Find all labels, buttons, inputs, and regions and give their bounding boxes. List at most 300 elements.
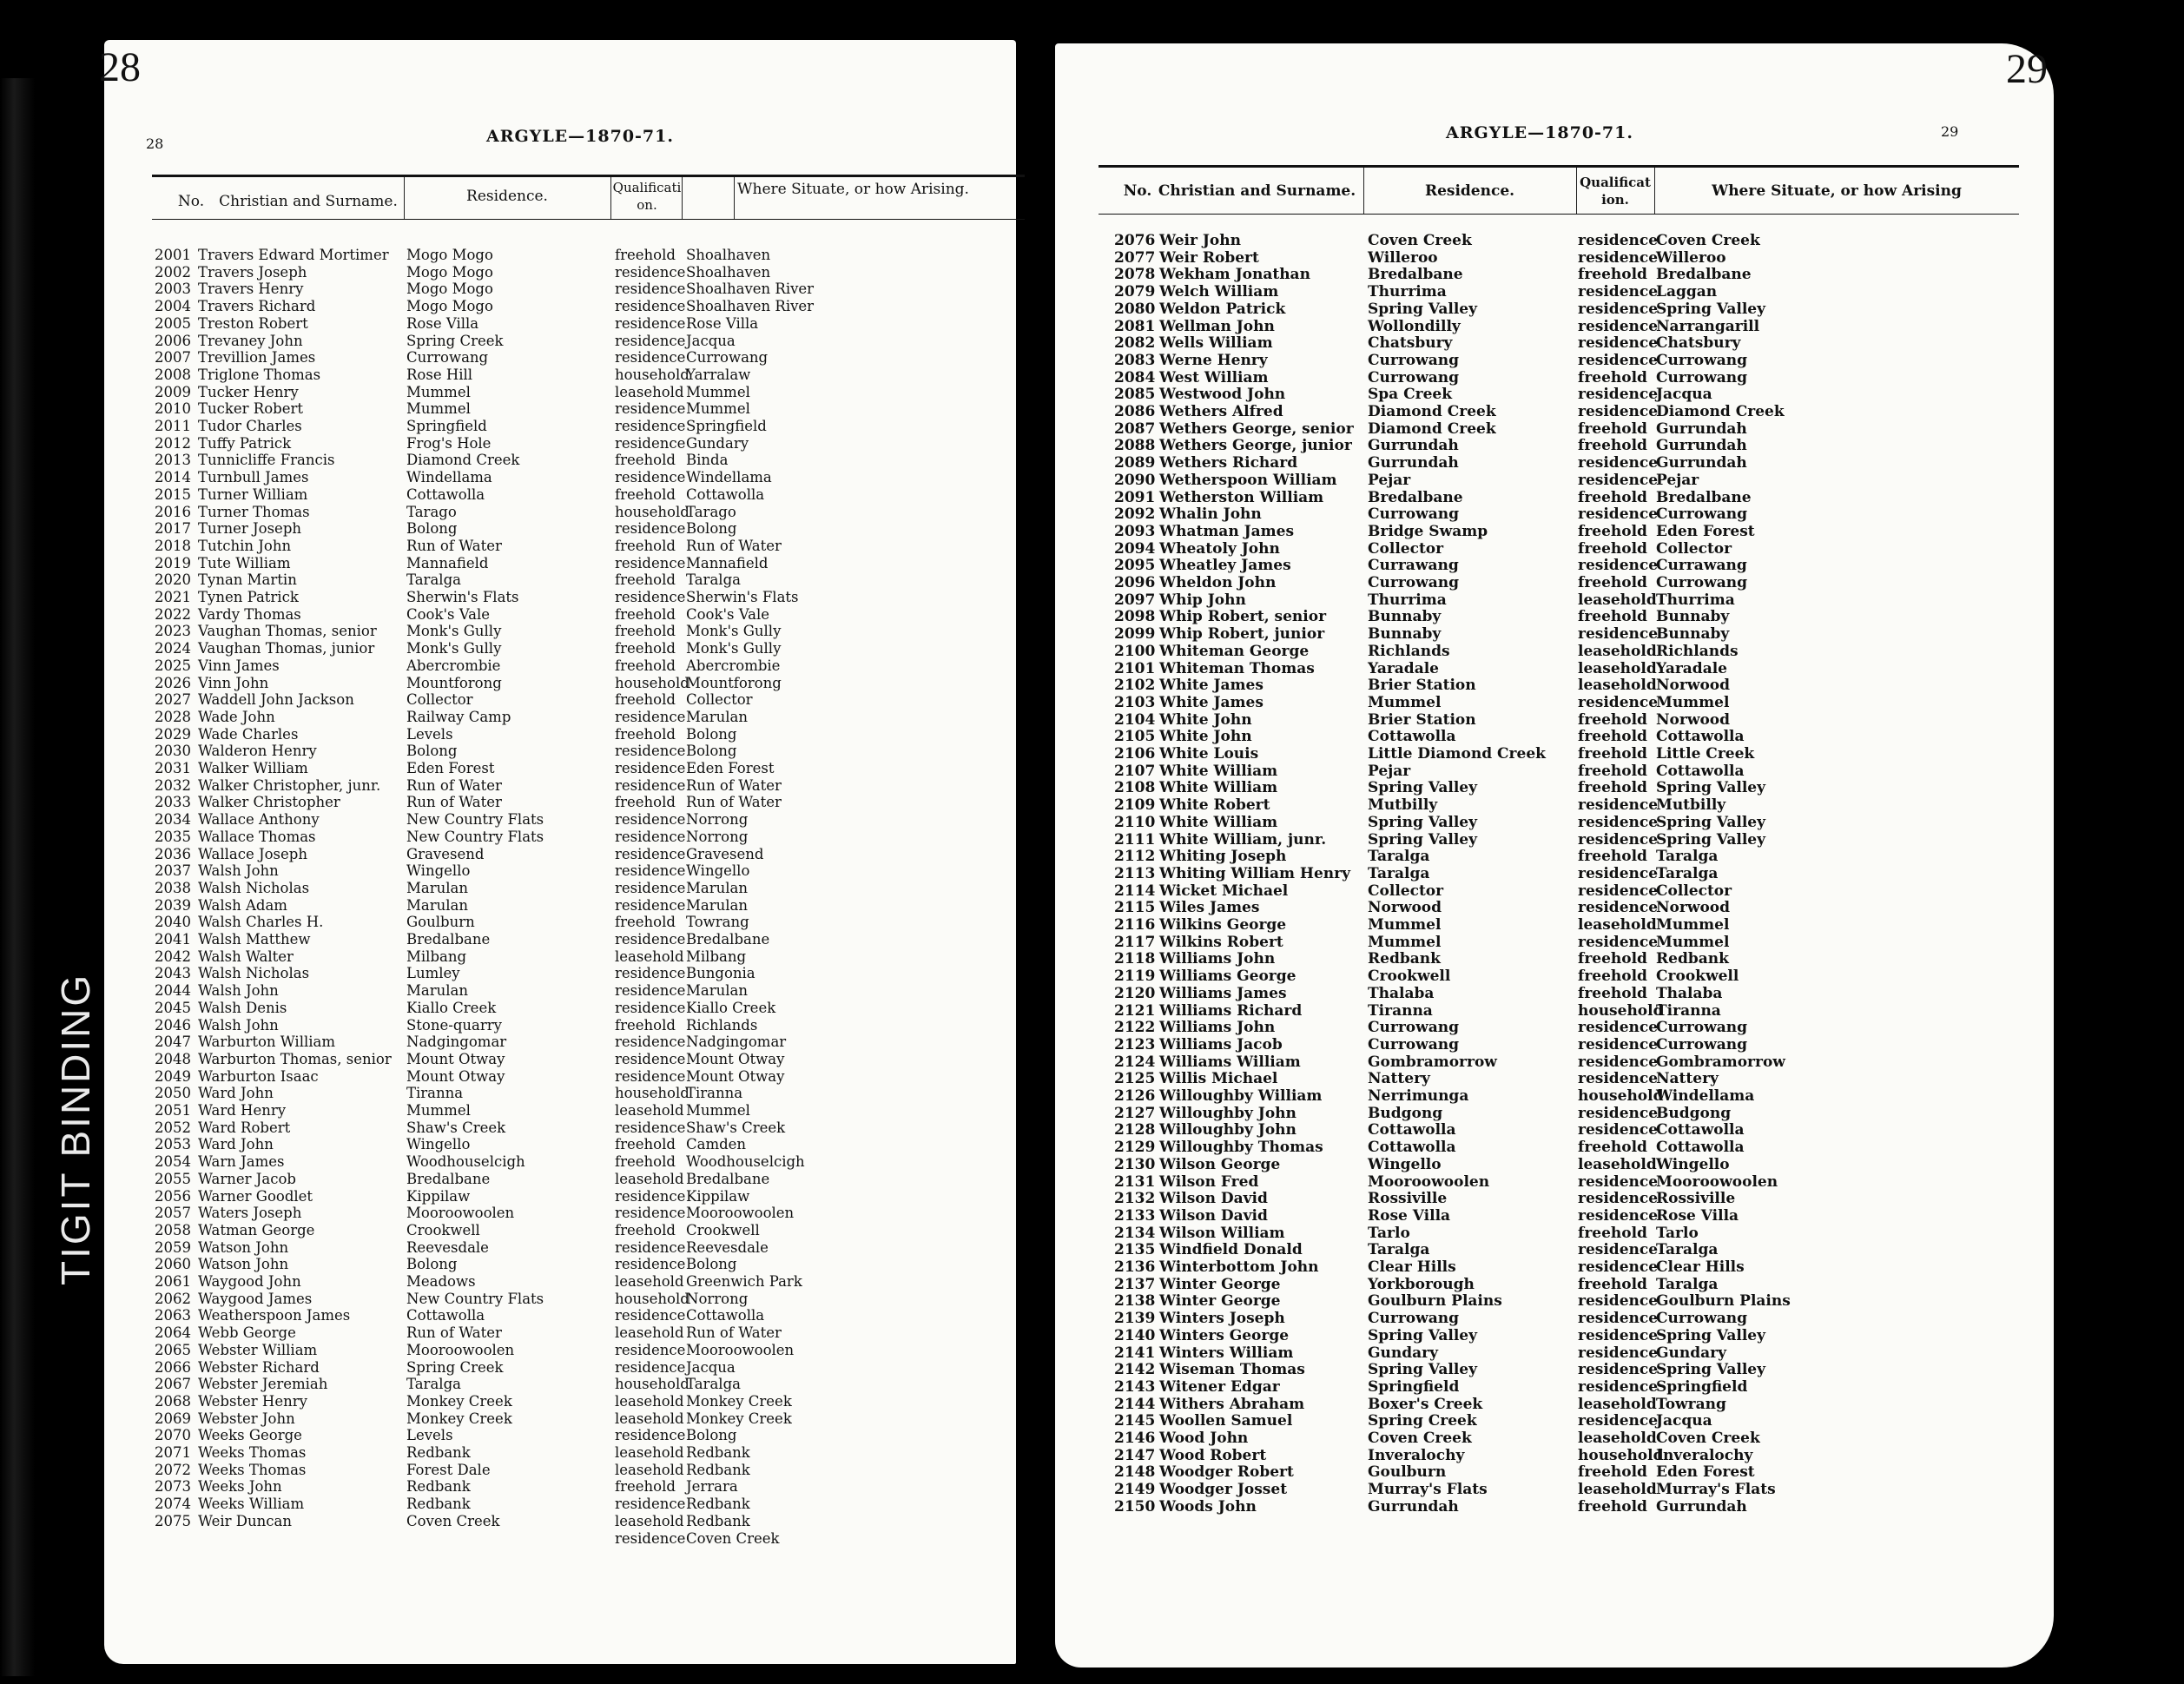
entry-qualification: leasehold	[615, 1410, 684, 1427]
entry-where: Goulburn Plains	[1656, 1292, 1791, 1311]
entry-residence: Murray's Flats	[1368, 1481, 1488, 1499]
entry-name: Williams Jacob	[1159, 1035, 1283, 1053]
entry-row	[104, 794, 1059, 811]
entry-qualification: freehold	[1578, 574, 1647, 591]
right-small-page-number: 29	[1941, 123, 1959, 140]
entry-number: 2064	[155, 1324, 191, 1342]
entry-name: Weeks George	[198, 1427, 302, 1444]
entry-row	[104, 571, 1059, 589]
entry-number: 2012	[155, 434, 191, 452]
entry-where: Jacqua	[686, 332, 736, 349]
entry-qualification: residence	[615, 589, 686, 605]
entry-row	[1055, 1397, 2010, 1414]
entry-residence: Eden Forest	[406, 760, 495, 776]
entry-where: Mummel	[686, 383, 750, 400]
entry-name: White John	[1159, 710, 1252, 729]
entry-row	[104, 914, 1059, 931]
entry-number: 2128	[1114, 1121, 1156, 1139]
entry-where: Cook's Vale	[686, 605, 770, 623]
entry-number: 2062	[155, 1290, 191, 1307]
entry-qualification: residence	[615, 469, 686, 486]
right-page-header: ARGYLE—1870-71.	[1446, 123, 1633, 142]
entry-row	[104, 1119, 1059, 1137]
entry-residence: Taralga	[406, 571, 461, 589]
entry-qualification: leasehold	[1578, 677, 1657, 695]
entry-number: 2005	[155, 314, 191, 332]
entry-residence: Taralga	[1368, 864, 1430, 882]
entry-where: Chatsbury	[1656, 334, 1741, 353]
entry-residence: Spring Valley	[1368, 300, 1477, 318]
entry-where: Taralga	[686, 571, 741, 589]
entry-qualification: residence	[1578, 1190, 1659, 1208]
entry-row	[1055, 1122, 2010, 1139]
entry-where: Currowang	[1656, 574, 1748, 591]
entry-qualification: residence	[1578, 317, 1659, 335]
entry-row	[1055, 284, 2010, 301]
entry-residence: Gravesend	[406, 845, 485, 862]
entry-residence: Mutbilly	[1368, 796, 1438, 815]
entry-qualification: leasehold	[615, 1461, 684, 1478]
entry-number: 2068	[155, 1392, 191, 1410]
entry-qualification: freehold	[1578, 728, 1647, 746]
entry-where: Mummel	[686, 1102, 750, 1119]
entry-residence: Spring Valley	[1368, 1326, 1477, 1344]
entry-row	[1055, 1054, 2010, 1072]
entry-qualification: freehold	[1578, 984, 1647, 1002]
entry-number: 2071	[155, 1444, 191, 1461]
entry-row	[1055, 1003, 2010, 1020]
entry-name: Turnbull James	[198, 469, 309, 486]
entry-row	[104, 1239, 1059, 1257]
entry-name: White William	[1159, 779, 1278, 797]
entry-where: Cottawolla	[1656, 762, 1745, 780]
entry-residence: Lumley	[406, 965, 460, 982]
entry-qualification: residence	[1578, 882, 1659, 900]
entry-row	[1055, 558, 2010, 575]
entry-residence: Gombramorrow	[1368, 1053, 1497, 1071]
entry-name: Tynen Patrick	[198, 589, 299, 605]
entry-where: Bunnaby	[1656, 625, 1730, 644]
entry-name: Wetherston William	[1159, 488, 1324, 506]
entry-where: Run of Water	[686, 1324, 782, 1342]
entry-row	[104, 1102, 1059, 1119]
entry-number: 2091	[1114, 488, 1156, 506]
entry-row	[1055, 524, 2010, 541]
entry-where: Camden	[686, 1136, 747, 1153]
entry-number: 2058	[155, 1221, 191, 1238]
entry-residence: Mooroowoolen	[406, 1341, 515, 1358]
entry-residence: Mooroowoolen	[1368, 1172, 1490, 1191]
entry-where: Jerrara	[686, 1478, 738, 1496]
entry-number: 2113	[1114, 864, 1156, 882]
entry-residence: Yaradale	[1368, 659, 1439, 677]
entry-qualification: residence	[1578, 300, 1659, 318]
entry-qualification: residence	[1578, 796, 1659, 815]
entry-name: White William, junr.	[1159, 830, 1327, 849]
entry-residence: Goulburn	[406, 914, 475, 931]
entry-number: 2135	[1114, 1241, 1156, 1259]
entry-where: Wingello	[1656, 1155, 1730, 1173]
entry-residence: Tiranna	[1368, 1001, 1433, 1020]
entry-qualification: residence	[1578, 1172, 1659, 1191]
entry-residence: Collector	[1368, 539, 1444, 558]
entry-where: Cottawolla	[1656, 1139, 1745, 1157]
entry-where: Gundary	[686, 434, 749, 452]
entry-row	[1055, 1191, 2010, 1208]
entry-row	[104, 1153, 1059, 1171]
entry-row	[1055, 712, 2010, 730]
entry-qualification: freehold	[1578, 967, 1647, 986]
entry-residence: Coven Creek	[406, 1512, 500, 1529]
entry-row	[104, 897, 1059, 915]
entry-name: Ward John	[198, 1136, 274, 1153]
entry-residence: Frog's Hole	[406, 434, 492, 452]
entry-name: Weldon Patrick	[1159, 300, 1286, 318]
entry-where: Redbank	[686, 1496, 750, 1513]
entry-qualification: leasehold	[615, 1170, 684, 1187]
entry-number: 2117	[1114, 933, 1156, 951]
entry-row	[104, 1530, 1059, 1548]
entry-number: 2038	[155, 879, 191, 896]
entry-name: Vinn James	[198, 657, 280, 674]
entry-qualification: freehold	[1578, 608, 1647, 626]
entry-residence: Monk's Gully	[406, 623, 502, 640]
entry-name: Williams John	[1159, 950, 1276, 968]
entry-qualification: freehold	[615, 657, 676, 674]
entry-qualification: freehold	[1578, 779, 1647, 797]
entry-where: Marulan	[686, 982, 748, 1000]
entry-residence: Mount Otway	[406, 1050, 505, 1067]
entry-name: Wheatoly John	[1159, 539, 1280, 558]
entry-number: 2020	[155, 571, 191, 589]
entry-where: Redbank	[1656, 950, 1729, 968]
entry-name: Whiting Joseph	[1159, 848, 1287, 866]
entry-where: Currowang	[1656, 1019, 1748, 1037]
entry-where: Cottawolla	[1656, 1121, 1745, 1139]
entry-qualification: residence	[615, 982, 686, 1000]
entry-qualification: residence	[615, 1307, 686, 1324]
entry-row	[1055, 917, 2010, 934]
entry-row	[1055, 455, 2010, 472]
entry-where: Mannafield	[686, 554, 769, 571]
entry-residence: Bredalbane	[406, 1170, 491, 1187]
entry-number: 2115	[1114, 899, 1156, 917]
entry-qualification: residence	[1578, 1258, 1659, 1276]
entry-row	[104, 435, 1059, 452]
entry-residence: Norwood	[1368, 899, 1442, 917]
entry-number: 2123	[1114, 1035, 1156, 1053]
entry-qualification: residence	[1578, 830, 1659, 849]
entry-number: 2092	[1114, 505, 1156, 524]
entry-qualification: leasehold	[1578, 1430, 1657, 1447]
entry-row	[104, 247, 1059, 264]
entry-row	[104, 315, 1059, 333]
entry-row	[104, 657, 1059, 675]
entry-residence: Shaw's Creek	[406, 1119, 506, 1136]
entry-where: Coven Creek	[1656, 232, 1760, 249]
entry-where: Mummel	[686, 400, 750, 418]
entry-residence: New Country Flats	[406, 1290, 544, 1307]
entry-where: Gurrundah	[1656, 419, 1747, 438]
entry-qualification: freehold	[615, 537, 676, 554]
entry-qualification: leasehold	[615, 948, 684, 965]
entry-qualification: residence	[615, 811, 686, 829]
left-col-where: Where Situate, or how Arising.	[737, 181, 969, 198]
entry-residence: Cottawolla	[406, 485, 485, 503]
entry-qualification: residence	[615, 263, 686, 281]
entry-residence: Monk's Gully	[406, 640, 502, 657]
entry-qualification: residence	[615, 1187, 686, 1205]
entry-number: 2053	[155, 1136, 191, 1153]
entry-name: Walderon Henry	[198, 743, 317, 760]
entry-row	[1055, 1499, 2010, 1516]
entry-name: Winters William	[1159, 1344, 1294, 1362]
entry-row	[104, 333, 1059, 350]
entry-row	[104, 1085, 1059, 1102]
entry-qualification: residence	[1578, 1377, 1659, 1396]
entry-where: Mooroowoolen	[686, 1341, 795, 1358]
entry-residence: Spring Valley	[1368, 1361, 1477, 1379]
entry-number: 2108	[1114, 779, 1156, 797]
entry-name: Walker Christopher	[198, 794, 340, 811]
entry-name: Turner Thomas	[198, 503, 310, 520]
entry-name: Walsh John	[198, 1016, 279, 1034]
entry-number: 2049	[155, 1067, 191, 1085]
entry-residence: Bunnaby	[1368, 608, 1442, 626]
entry-residence: Goulburn	[1368, 1463, 1447, 1482]
entry-residence: Gurrundah	[1368, 1497, 1459, 1516]
entry-name: Wells William	[1159, 334, 1273, 353]
entry-row	[1055, 951, 2010, 968]
entry-where: Spring Valley	[1656, 300, 1765, 318]
entry-where: Gombramorrow	[1656, 1053, 1785, 1071]
entry-residence: Railway Camp	[406, 708, 511, 725]
entry-row	[104, 384, 1059, 401]
entry-where: Currowang	[1656, 1035, 1748, 1053]
entry-name: White James	[1159, 693, 1264, 711]
entry-where: Gurrundah	[1656, 437, 1747, 455]
entry-number: 2054	[155, 1153, 191, 1171]
entry-name: Wallace Anthony	[198, 811, 320, 829]
entry-where: Windellama	[686, 469, 772, 486]
entry-residence: Tarlo	[1368, 1224, 1410, 1242]
entry-number: 2035	[155, 828, 191, 845]
entry-qualification: residence	[615, 281, 686, 298]
left-col-residence: Residence.	[466, 188, 548, 205]
left-small-page-number: 28	[146, 135, 164, 152]
entry-residence: Cottawolla	[1368, 728, 1456, 746]
entry-residence: Spring Creek	[406, 332, 504, 349]
entry-where: Bolong	[686, 1256, 737, 1273]
entry-number: 2037	[155, 862, 191, 880]
entry-qualification: freehold	[1578, 522, 1647, 540]
entry-row	[1055, 900, 2010, 917]
entry-residence: Thalaba	[1368, 984, 1435, 1002]
entry-name: Windfield Donald	[1159, 1241, 1303, 1259]
entry-residence: Wingello	[406, 862, 471, 880]
entry-where: Reevesdale	[686, 1238, 769, 1256]
entry-qualification: residence	[1578, 334, 1659, 353]
entry-name: Wiles James	[1159, 899, 1260, 917]
entry-number: 2116	[1114, 916, 1156, 934]
entry-name: Whiteman Thomas	[1159, 659, 1315, 677]
entry-number: 2045	[155, 999, 191, 1016]
entry-number: 2077	[1114, 248, 1156, 267]
entry-name: Wheatley James	[1159, 557, 1291, 575]
entry-qualification: leasehold	[1578, 1395, 1657, 1413]
entry-name: Wade Charles	[198, 725, 299, 743]
entry-where: Eden Forest	[1656, 522, 1755, 540]
entry-row	[104, 1034, 1059, 1051]
entry-row	[104, 675, 1059, 692]
entry-name: Wetherspoon William	[1159, 471, 1337, 489]
entry-qualification: residence	[1578, 1121, 1659, 1139]
entry-residence: New Country Flats	[406, 828, 544, 845]
entry-residence: Bredalbane	[1368, 488, 1463, 506]
entry-residence: Redbank	[406, 1478, 471, 1496]
entry-name: Vaughan Thomas, senior	[198, 623, 377, 640]
entry-row	[104, 862, 1059, 880]
entry-name: Williams James	[1159, 984, 1287, 1002]
entry-name: Vaughan Thomas, junior	[198, 640, 375, 657]
entry-name: Williams Richard	[1159, 1001, 1303, 1020]
right-col-residence: Residence.	[1424, 182, 1515, 200]
entry-where: Taralga	[686, 1376, 741, 1393]
entry-name: Webster John	[198, 1410, 295, 1427]
entry-name: Whip Robert, senior	[1159, 608, 1327, 626]
entry-where: Kiallo Creek	[686, 999, 776, 1016]
entry-number: 2078	[1114, 266, 1156, 284]
entry-where: Greenwich Park	[686, 1273, 802, 1290]
entry-row	[104, 1188, 1059, 1205]
entry-row	[104, 1513, 1059, 1530]
entry-number: 2066	[155, 1358, 191, 1376]
entry-where: Redbank	[686, 1461, 750, 1478]
entry-number: 2103	[1114, 693, 1156, 711]
entry-where: Towrang	[686, 914, 749, 931]
entry-where: Diamond Creek	[1656, 403, 1785, 420]
entry-where: Bredalbane	[1656, 266, 1752, 284]
entry-residence: Thurrima	[1368, 283, 1447, 301]
entry-number: 2024	[155, 640, 191, 657]
entry-residence: Kippilaw	[406, 1187, 471, 1205]
entry-name: Walker William	[198, 760, 308, 776]
entry-name: Travers Edward Mortimer	[198, 247, 389, 263]
entry-name: Turner Joseph	[198, 520, 302, 538]
entry-row	[104, 1376, 1059, 1393]
entry-row	[1055, 1088, 2010, 1106]
entry-qualification: household	[615, 1085, 690, 1102]
entry-residence: Mummel	[406, 1102, 471, 1119]
entry-row	[1055, 883, 2010, 901]
entry-number: 2029	[155, 725, 191, 743]
entry-where: Rossiville	[1656, 1190, 1736, 1208]
entry-name: Wood Robert	[1159, 1446, 1267, 1464]
entry-number: 2067	[155, 1376, 191, 1393]
entry-row	[104, 743, 1059, 760]
entry-residence: Yorkborough	[1368, 1275, 1475, 1293]
entry-row	[1055, 1277, 2010, 1294]
entry-row	[1055, 250, 2010, 267]
entry-name: Winterbottom John	[1159, 1258, 1319, 1276]
entry-row	[104, 1051, 1059, 1068]
entry-name: Weeks Thomas	[198, 1444, 307, 1461]
entry-qualification: freehold	[1578, 1497, 1647, 1516]
right-page-number: 29	[2006, 46, 2048, 92]
entry-name: Tucker Robert	[198, 400, 303, 418]
entry-name: Witener Edgar	[1159, 1377, 1280, 1396]
entry-qualification: freehold	[615, 1221, 676, 1238]
entry-name: Whiting William Henry	[1159, 864, 1351, 882]
entry-where: Gravesend	[686, 845, 764, 862]
entry-qualification: leasehold	[615, 1512, 684, 1529]
entry-number: 2149	[1114, 1481, 1156, 1499]
entry-residence: Milbang	[406, 948, 467, 965]
entry-row	[104, 520, 1059, 538]
entry-qualification: residence	[1578, 471, 1659, 489]
entry-name: Whatman James	[1159, 522, 1295, 540]
entry-number: 2081	[1114, 317, 1156, 335]
entry-qualification: residence	[1578, 351, 1659, 369]
entry-qualification: residence	[615, 1034, 686, 1051]
entry-name: Weeks John	[198, 1478, 282, 1496]
entry-name: Wilson George	[1159, 1155, 1281, 1173]
entry-where: Run of Water	[686, 537, 782, 554]
entry-row	[104, 1478, 1059, 1496]
entry-qualification: household	[615, 1290, 690, 1307]
entry-where: Richlands	[1656, 642, 1739, 660]
entry-qualification: freehold	[1578, 1139, 1647, 1157]
entry-name: Williams William	[1159, 1053, 1301, 1071]
entry-number: 2147	[1114, 1446, 1156, 1464]
entry-where: Bolong	[686, 725, 737, 743]
entry-residence: Nerrimunga	[1368, 1087, 1469, 1105]
entry-qualification: residence	[615, 776, 686, 794]
entry-name: Wethers George, junior	[1159, 437, 1352, 455]
entry-qualification: freehold	[615, 1153, 676, 1171]
entry-residence: Redbank	[406, 1496, 471, 1513]
entry-residence: Redbank	[1368, 950, 1441, 968]
entry-number: 2146	[1114, 1430, 1156, 1447]
entry-number: 2031	[155, 760, 191, 776]
entry-number: 2042	[155, 948, 191, 965]
entry-residence: Forest Dale	[406, 1461, 491, 1478]
entry-row	[1055, 1482, 2010, 1499]
right-col-no: No.	[1123, 182, 1152, 200]
entry-name: Tunnicliffe Francis	[198, 452, 335, 469]
entry-residence: Kiallo Creek	[406, 999, 497, 1016]
entry-row	[104, 504, 1059, 521]
entry-name: Wilson David	[1159, 1206, 1268, 1225]
entry-number: 2087	[1114, 419, 1156, 438]
left-col-qualification: Qualification.	[612, 180, 682, 213]
entry-name: White Louis	[1159, 745, 1259, 763]
entry-qualification: residence	[615, 1238, 686, 1256]
entry-number: 2082	[1114, 334, 1156, 353]
entry-where: Towrang	[1656, 1395, 1726, 1413]
entry-number: 2014	[155, 469, 191, 486]
entry-name: Vardy Thomas	[198, 605, 301, 623]
entry-name: Webster Richard	[198, 1358, 320, 1376]
entry-residence: Mummel	[406, 383, 471, 400]
entry-row	[1055, 335, 2010, 353]
book-spine-edge	[0, 78, 35, 1676]
entry-number: 2070	[155, 1427, 191, 1444]
entry-row	[1055, 609, 2010, 626]
entry-row	[104, 760, 1059, 777]
entry-name: Walker Christopher, junr.	[198, 776, 381, 794]
entry-number: 2004	[155, 298, 191, 315]
